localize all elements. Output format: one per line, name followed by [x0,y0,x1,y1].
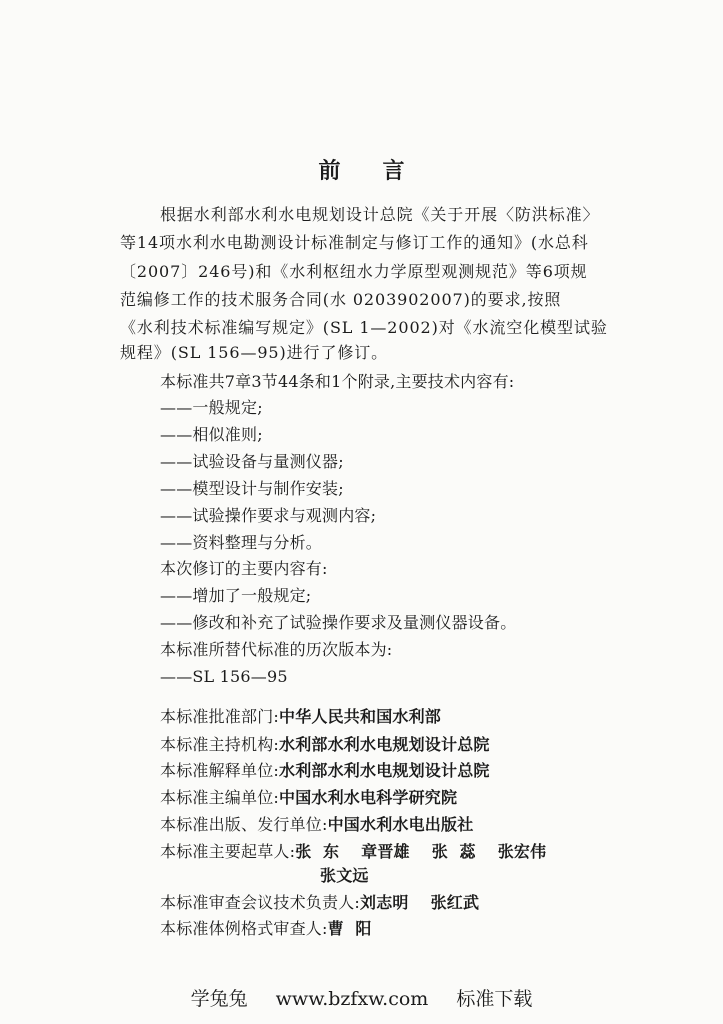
intro-line-4: 范编修工作的技术服务合同(水 0203902007)的要求,按照 [120,290,562,309]
page-title [0,154,723,185]
drafters-label: 本标准主要起草人: [160,842,296,861]
format-label: 本标准体例格式审查人: [160,919,328,938]
content-item: ——试验操作要求与观测内容; [160,506,377,525]
editor-row [160,788,457,808]
content-item: ——资料整理与分析。 [160,533,323,552]
drafter-name: 张 蕊 [431,842,476,861]
interpret-row [160,761,490,781]
history-intro: 本标准所替代标准的历次版本为: [160,640,393,659]
approval-row [160,707,441,727]
content-intro: 本标准共7章3节44条和1个附录,主要技术内容有: [160,372,515,391]
reviewer-name: 刘志明 [360,893,409,912]
publisher-label: 本标准出版、发行单位: [160,815,328,834]
content-item: ——相似准则; [160,425,263,444]
revision-item: ——修改和补充了试验操作要求及量测仪器设备。 [160,613,517,632]
footer-url: www.bzfxw.com [275,988,429,1010]
review-row [160,893,479,913]
format-reviewer: 曹 阳 [327,919,372,938]
revision-item: ——增加了一般规定; [160,586,312,605]
approval-value: 中华人民共和国水利部 [279,707,442,726]
drafter-name: 章晋雄 [361,842,410,861]
publisher-value: 中国水利水电出版社 [327,815,474,834]
title-char-2: 言 [382,159,405,184]
intro-line-6: 规程》(SL 156—95)进行了修订。 [120,343,389,362]
footer-right: 标准下载 [456,988,533,1010]
drafter-name: 张 东 [295,842,340,861]
format-row [160,919,372,939]
intro-line-1: 根据水利部水利水电规划设计总院《关于开展〈防洪标准〉 [160,205,600,224]
content-item: ——一般规定; [160,398,263,417]
drafter-name: 张宏伟 [497,842,547,861]
host-label: 本标准主持机构: [160,735,279,754]
interpret-value: 水利部水利水电规划设计总院 [279,761,490,780]
approval-label: 本标准批准部门: [160,707,279,726]
editor-label: 本标准主编单位: [160,788,279,807]
host-row [160,735,490,755]
drafter-name-continued: 张文远 [320,866,369,885]
history-item: ——SL 156—95 [160,667,288,686]
watermark-footer [0,984,723,1011]
content-item: ——模型设计与制作安装; [160,479,344,498]
review-label: 本标准审查会议技术负责人: [160,893,360,912]
intro-line-5: 《水利技术标准编写规定》(SL 1—2002)对《水流空化模型试验 [120,318,608,337]
editor-value: 中国水利水电科学研究院 [279,788,458,807]
title-char-1: 前 [318,159,341,184]
publisher-row [160,815,473,835]
interpret-label: 本标准解释单位: [160,761,279,780]
intro-line-3: 〔2007〕246号)和《水利枢纽水力学原型观测规范》等6项规 [120,262,588,281]
intro-line-2: 等14项水利水电勘测设计标准制定与修订工作的通知》(水总科 [120,233,589,252]
footer-left: 学兔兔 [190,988,248,1010]
revision-intro: 本次修订的主要内容有: [160,559,328,578]
drafters-row [160,842,546,862]
reviewer-name: 张红武 [430,893,480,912]
host-value: 水利部水利水电规划设计总院 [279,735,490,754]
content-item: ——试验设备与量测仪器; [160,452,344,471]
